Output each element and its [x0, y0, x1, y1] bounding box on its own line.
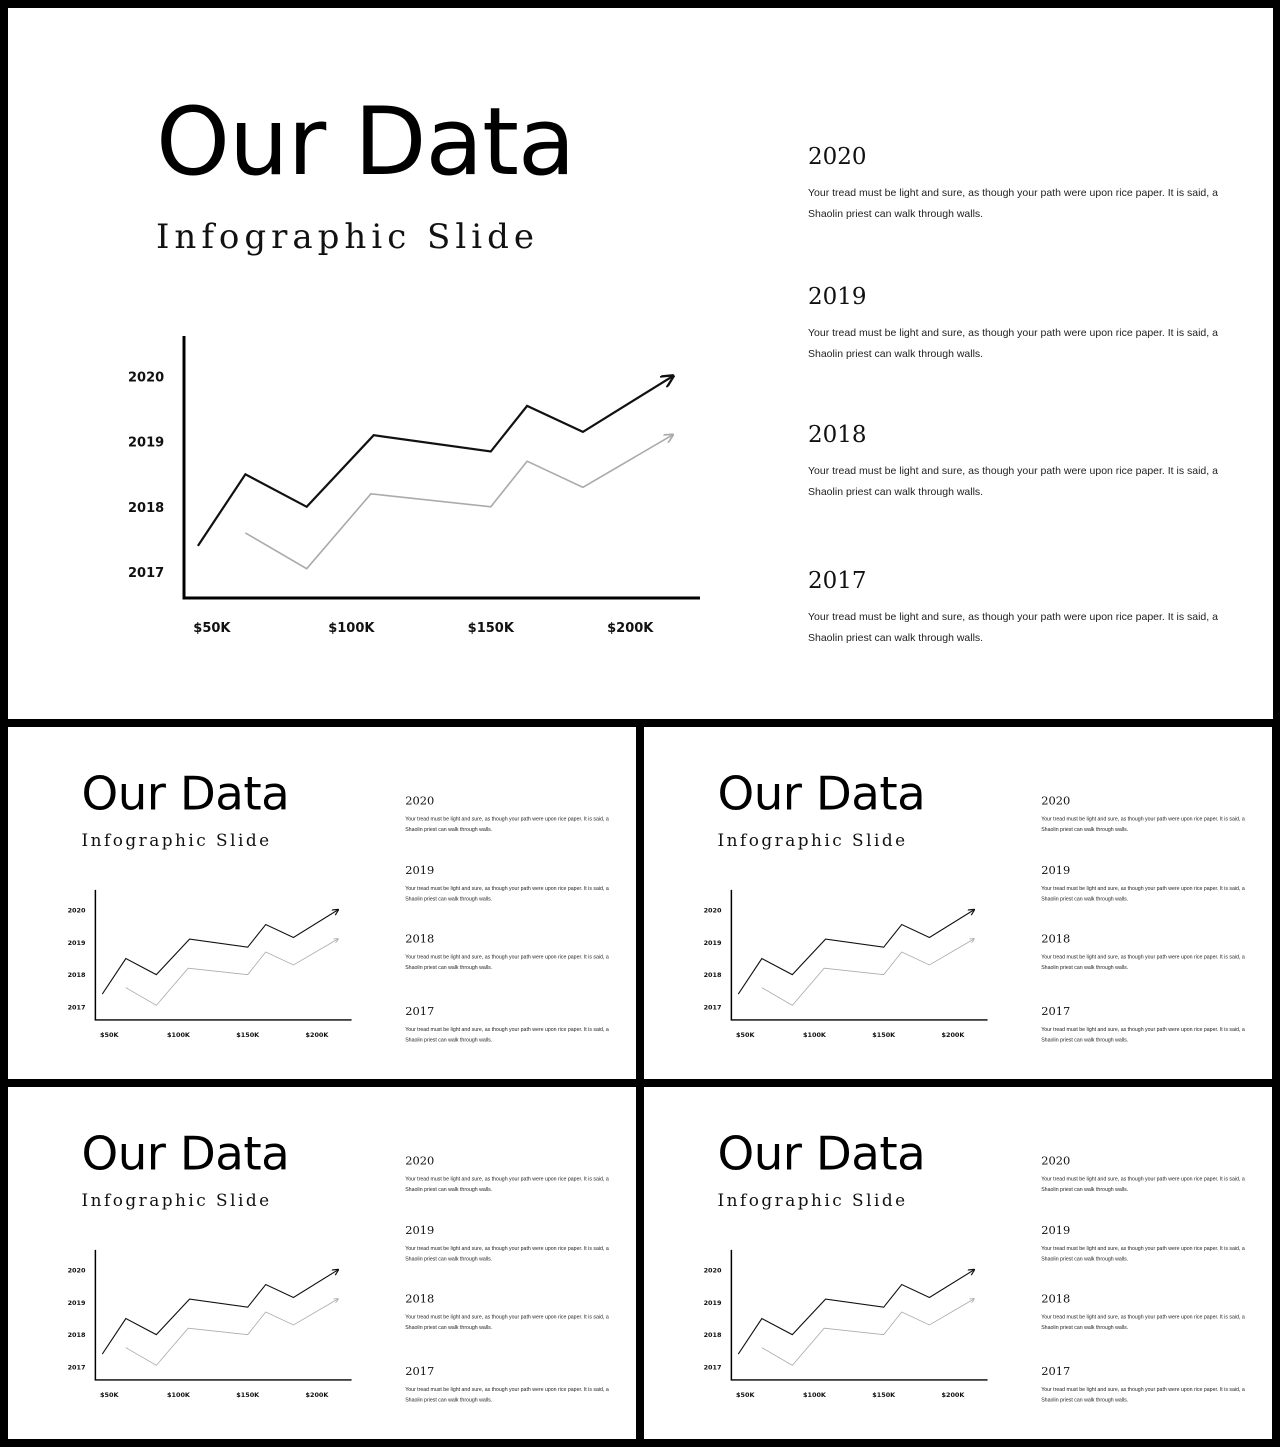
- year-entry: [1041, 1225, 1254, 1264]
- y-tick-label: 2017: [128, 565, 165, 581]
- slide-content: [644, 727, 1272, 1079]
- entry-year: 2018: [808, 422, 867, 448]
- y-tick-label: 2020: [703, 906, 722, 915]
- slide-title: Our Data: [81, 1126, 290, 1181]
- x-tick-label: $50K: [736, 1030, 755, 1038]
- year-entry: [1041, 1006, 1254, 1045]
- entry-description: Your tread must be light and sure, as though your path were upon rice paper. It is said, a Shaolin priest can walk through walls.: [808, 465, 1218, 498]
- year-entry: [405, 1006, 618, 1045]
- entry-year: 2020: [405, 1154, 435, 1168]
- x-tick-label: $150K: [236, 1390, 260, 1398]
- entry-year: 2018: [405, 1292, 435, 1306]
- slide-subtitle: Infographic Slide: [81, 830, 272, 851]
- slide-content: [8, 1087, 636, 1439]
- year-entry: [1041, 865, 1254, 904]
- entry-year: 2017: [808, 568, 867, 594]
- entry-year: 2018: [1041, 932, 1071, 946]
- x-tick-label: $200K: [305, 1390, 329, 1398]
- entry-description: Your tread must be light and sure, as though your path were upon rice paper. It is said, a Shaolin priest can walk through walls.: [1041, 953, 1245, 971]
- series-line: [126, 939, 338, 1005]
- x-tick-label: $200K: [607, 621, 654, 634]
- entry-year: 2017: [405, 1365, 435, 1378]
- entry-year: 2019: [405, 1224, 435, 1237]
- entry-year: 2020: [405, 794, 435, 808]
- x-tick-label: $50K: [100, 1030, 119, 1038]
- y-tick-label: 2020: [67, 906, 86, 915]
- x-tick-label: $100K: [803, 1030, 826, 1038]
- year-entry: [405, 1156, 618, 1195]
- x-tick-label: $150K: [467, 621, 514, 634]
- x-tick-label: $200K: [941, 1030, 965, 1038]
- entry-description: Your tread must be light and sure, as though your path were upon rice paper. It is said, a Shaolin priest can walk through walls.: [405, 1026, 609, 1043]
- year-entry: [405, 1225, 618, 1264]
- entry-year: 2020: [1041, 794, 1071, 808]
- year-entry: [1041, 1294, 1254, 1333]
- series-line: [762, 1299, 974, 1365]
- x-tick-label: $50K: [100, 1390, 119, 1398]
- x-tick-label: $100K: [328, 621, 375, 634]
- entry-description: Your tread must be light and sure, as though your path were upon rice paper. It is said, a Shaolin priest can walk through walls.: [1041, 815, 1245, 833]
- y-tick-label: 2018: [703, 971, 722, 980]
- slide-title: Our Data: [717, 766, 926, 821]
- y-tick-label: 2018: [703, 1331, 722, 1340]
- y-tick-label: 2018: [67, 1331, 86, 1340]
- line-chart: [58, 1249, 356, 1398]
- line-chart: [694, 1249, 992, 1398]
- slide-thumb-bottom-right: [644, 1087, 1272, 1439]
- slide-title: Our Data: [81, 766, 290, 821]
- entry-description: Your tread must be light and sure, as though your path were upon rice paper. It is said, a Shaolin priest can walk through walls.: [405, 1313, 609, 1331]
- x-tick-label: $150K: [872, 1030, 896, 1038]
- entry-description: Your tread must be light and sure, as though your path were upon rice paper. It is said, a Shaolin priest can walk through walls.: [1041, 1026, 1245, 1043]
- entry-description: Your tread must be light and sure, as though your path were upon rice paper. It is said, a Shaolin priest can walk through walls.: [808, 611, 1218, 644]
- y-tick-label: 2017: [703, 1003, 722, 1012]
- y-tick-label: 2020: [67, 1266, 86, 1275]
- line-chart: [58, 889, 356, 1038]
- year-entry: [808, 286, 1238, 365]
- year-entry: [405, 865, 618, 904]
- entry-year: 2017: [1041, 1365, 1071, 1378]
- entry-year: 2020: [808, 144, 867, 170]
- y-tick-label: 2020: [128, 370, 165, 386]
- entry-year: 2019: [1041, 1224, 1071, 1237]
- entry-description: Your tread must be light and sure, as though your path were upon rice paper. It is said, a Shaolin priest can walk through walls.: [1041, 1245, 1245, 1262]
- y-tick-label: 2017: [703, 1363, 722, 1372]
- entry-year: 2017: [1041, 1005, 1071, 1018]
- y-tick-label: 2017: [67, 1363, 86, 1372]
- entry-description: Your tread must be light and sure, as though your path were upon rice paper. It is said, a Shaolin priest can walk through walls.: [405, 815, 609, 833]
- series-line: [762, 939, 974, 1005]
- entry-year: 2019: [808, 284, 867, 310]
- x-tick-label: $150K: [872, 1390, 896, 1398]
- entry-year: 2020: [1041, 1154, 1071, 1168]
- entry-description: Your tread must be light and sure, as though your path were upon rice paper. It is said, a Shaolin priest can walk through walls.: [405, 1245, 609, 1262]
- year-entry: [808, 570, 1238, 649]
- year-entry: [1041, 934, 1254, 973]
- series-line: [102, 1270, 337, 1354]
- entry-description: Your tread must be light and sure, as though your path were upon rice paper. It is said, a Shaolin priest can walk through walls.: [808, 327, 1218, 360]
- entry-description: Your tread must be light and sure, as though your path were upon rice paper. It is said, a Shaolin priest can walk through walls.: [405, 1386, 609, 1403]
- slide-main: [8, 8, 1273, 719]
- slide-content: [8, 8, 1273, 719]
- slide-subtitle: Infographic Slide: [717, 830, 908, 851]
- slide-title: Our Data: [156, 88, 575, 197]
- year-entry: [405, 1366, 618, 1405]
- entry-description: Your tread must be light and sure, as though your path were upon rice paper. It is said, a Shaolin priest can walk through walls.: [405, 885, 609, 902]
- year-entry: [1041, 1156, 1254, 1195]
- series-line: [198, 377, 672, 546]
- entry-description: Your tread must be light and sure, as though your path were upon rice paper. It is said, a Shaolin priest can walk through walls.: [405, 953, 609, 971]
- entry-year: 2018: [405, 932, 435, 946]
- entry-description: Your tread must be light and sure, as though your path were upon rice paper. It is said, a Shaolin priest can walk through walls.: [1041, 1175, 1245, 1193]
- x-tick-label: $150K: [236, 1030, 260, 1038]
- line-chart: [694, 889, 992, 1038]
- x-tick-label: $100K: [803, 1390, 826, 1398]
- entry-year: 2017: [405, 1005, 435, 1018]
- series-line: [738, 1270, 973, 1354]
- slide-content: [8, 727, 636, 1079]
- slide-thumb-top-right: [644, 727, 1272, 1079]
- series-line: [245, 435, 672, 569]
- x-tick-label: $100K: [167, 1030, 190, 1038]
- x-tick-label: $50K: [736, 1390, 755, 1398]
- y-tick-label: 2020: [703, 1266, 722, 1275]
- x-tick-label: $50K: [193, 621, 231, 634]
- series-line: [738, 910, 973, 994]
- year-entry: [808, 146, 1238, 225]
- y-tick-label: 2018: [67, 971, 86, 980]
- year-entry: [405, 796, 618, 835]
- y-tick-label: 2019: [67, 938, 86, 947]
- x-tick-label: $200K: [305, 1030, 329, 1038]
- year-entry: [1041, 796, 1254, 835]
- line-chart: [108, 334, 708, 634]
- year-entry: [405, 1294, 618, 1333]
- slide-subtitle: Infographic Slide: [156, 217, 539, 257]
- y-tick-label: 2017: [67, 1003, 86, 1012]
- x-tick-label: $200K: [941, 1390, 965, 1398]
- slide-title: Our Data: [717, 1126, 926, 1181]
- entry-description: Your tread must be light and sure, as though your path were upon rice paper. It is said, a Shaolin priest can walk through walls.: [405, 1175, 609, 1193]
- entry-year: 2019: [405, 864, 435, 877]
- entry-description: Your tread must be light and sure, as though your path were upon rice paper. It is said, a Shaolin priest can walk through walls.: [808, 187, 1218, 220]
- entry-description: Your tread must be light and sure, as though your path were upon rice paper. It is said, a Shaolin priest can walk through walls.: [1041, 885, 1245, 902]
- entry-description: Your tread must be light and sure, as though your path were upon rice paper. It is said, a Shaolin priest can walk through walls.: [1041, 1386, 1245, 1403]
- y-tick-label: 2019: [703, 1298, 722, 1307]
- slide-content: [644, 1087, 1272, 1439]
- entry-description: Your tread must be light and sure, as though your path were upon rice paper. It is said, a Shaolin priest can walk through walls.: [1041, 1313, 1245, 1331]
- y-tick-label: 2019: [703, 938, 722, 947]
- series-line: [102, 910, 337, 994]
- y-tick-label: 2019: [67, 1298, 86, 1307]
- entry-year: 2018: [1041, 1292, 1071, 1306]
- y-tick-label: 2019: [128, 435, 165, 451]
- year-entry: [1041, 1366, 1254, 1405]
- y-tick-label: 2018: [128, 500, 165, 516]
- year-entry: [405, 934, 618, 973]
- slide-subtitle: Infographic Slide: [81, 1190, 272, 1211]
- x-tick-label: $100K: [167, 1390, 190, 1398]
- series-line: [126, 1299, 338, 1365]
- slide-thumb-bottom-left: [8, 1087, 636, 1439]
- year-entry: [808, 424, 1238, 503]
- slide-thumb-top-left: [8, 727, 636, 1079]
- slide-subtitle: Infographic Slide: [717, 1190, 908, 1211]
- entry-year: 2019: [1041, 864, 1071, 877]
